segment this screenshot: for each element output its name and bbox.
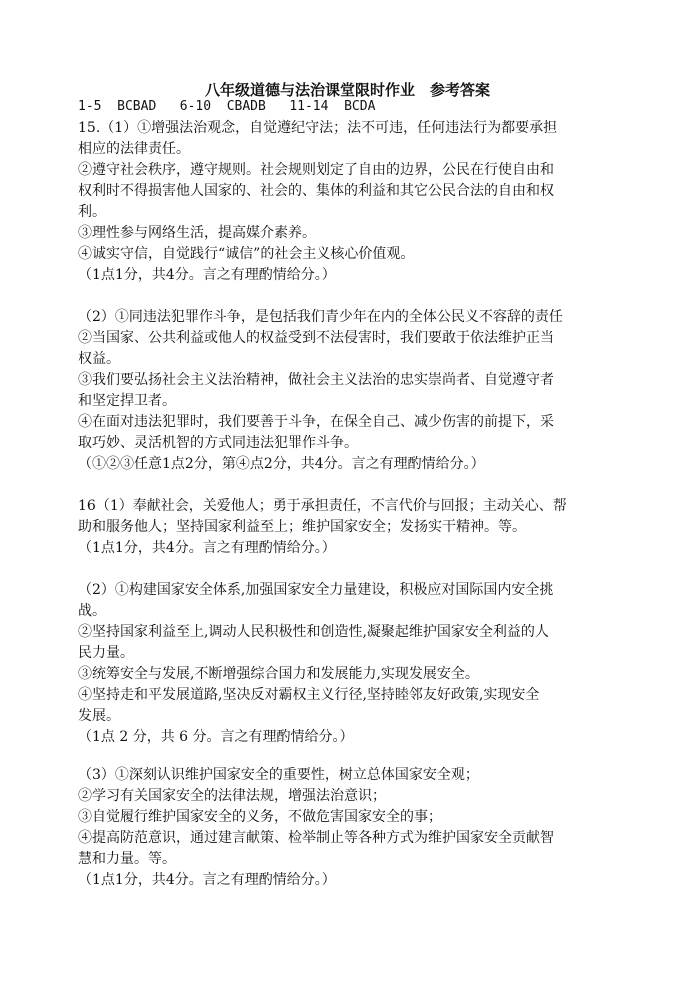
q16-1-line2: 助和服务他人；坚持国家利益至上；维护国家安全；发扬实干精神。等。 xyxy=(78,519,526,535)
q16-2-point1-line1: （2）①构建国家安全体系,加强国家安全力量建设，积极应对国际国内安全挑 xyxy=(78,582,554,598)
q15-1-point2-line2: 权利时不得损害他人国家的、社会的、集体的利益和其它公民合法的自由和权 xyxy=(78,183,554,199)
q15-2-point1: （2）①同违法犯罪作斗争，是包括我们青少年在内的全体公民义不容辞的责任 xyxy=(78,309,563,325)
q16-3-point2: ②学习有关国家安全的法律法规，增强法治意识； xyxy=(78,788,386,804)
q15-1-scoring: （1点1分，共4分。言之有理酌情给分。） xyxy=(78,267,336,283)
q15-1-point3: ③理性参与网络生活，提高媒介素养。 xyxy=(78,225,316,241)
q15-2-point2-line2: 权益。 xyxy=(78,351,120,367)
q15-2-scoring: （①②③任意1点2分，第④点2分，共4分。言之有理酌情给分。） xyxy=(78,456,485,472)
q15-2-point3-line1: ③我们要弘扬社会主义法治精神，做社会主义法治的忠实崇尚者、自觉遵守者 xyxy=(78,372,554,388)
mc-answers-line: 1-5 BCBAD 6-10 CBADB 11-14 BCDA xyxy=(78,99,376,114)
q16-3-point1: （3）①深刻认识维护国家安全的重要性，树立总体国家安全观； xyxy=(78,767,479,783)
q15-1-point1-line1: 15.（1）①增强法治观念，自觉遵纪守法；法不可违，任何违法行为都要承担 xyxy=(78,120,558,136)
q15-1-point2-line1: ②遵守社会秩序，遵守规则。社会规则划定了自由的边界，公民在行使自由和 xyxy=(78,162,554,178)
q15-2-point4-line2: 取巧妙、灵活机智的方式同违法犯罪作斗争。 xyxy=(78,435,358,451)
q16-2-point2-line1: ②坚持国家利益至上,调动人民积极性和创造性,凝聚起维护国家安全利益的人 xyxy=(78,624,549,640)
q16-2-scoring: （1点 2 分，共 6 分。言之有理酌情给分。） xyxy=(78,729,354,745)
q16-2-point4-line2: 发展。 xyxy=(78,708,120,724)
q16-2-point4-line1: ④坚持走和平发展道路,坚决反对霸权主义行径,坚持睦邻友好政策,实现安全 xyxy=(78,687,540,703)
q16-2-point3: ③统筹安全与发展,不断增强综合国力和发展能力,实现发展安全。 xyxy=(78,666,479,682)
q16-1-scoring: （1点1分，共4分。言之有理酌情给分。） xyxy=(78,540,336,556)
q15-2-point2-line1: ②当国家、公共利益或他人的权益受到不法侵害时，我们要敢于依法维护正当 xyxy=(78,330,554,346)
q15-1-point1-line2: 相应的法律责任。 xyxy=(78,141,190,157)
q15-1-point4: ④诚实守信，自觉践行“诚信”的社会主义核心价值观。 xyxy=(78,246,415,262)
q16-3-scoring: （1点1分，共4分。言之有理酌情给分。） xyxy=(78,872,336,888)
q16-2-point1-line2: 战。 xyxy=(78,603,106,619)
q16-3-point3: ③自觉履行维护国家安全的义务，不做危害国家安全的事； xyxy=(78,809,442,825)
q15-1-point2-line3: 利。 xyxy=(78,204,106,220)
q16-3-point4-line2: 慧和力量。等。 xyxy=(78,851,176,867)
document-title: 八年级道德与法治课堂限时作业 参考答案 xyxy=(204,81,490,99)
q15-2-point3-line2: 和坚定捍卫者。 xyxy=(78,393,176,409)
q16-1-line1: 16（1）奉献社会，关爱他人；勇于承担责任，不言代价与回报；主动关心、帮 xyxy=(78,498,567,514)
q15-2-point4-line1: ④在面对违法犯罪时，我们要善于斗争，在保全自己、减少伤害的前提下，采 xyxy=(78,414,554,430)
q16-2-point2-line2: 民力量。 xyxy=(78,645,134,661)
q16-3-point4-line1: ④提高防范意识，通过建言献策、检举制止等各种方式为维护国家安全贡献智 xyxy=(78,830,554,846)
